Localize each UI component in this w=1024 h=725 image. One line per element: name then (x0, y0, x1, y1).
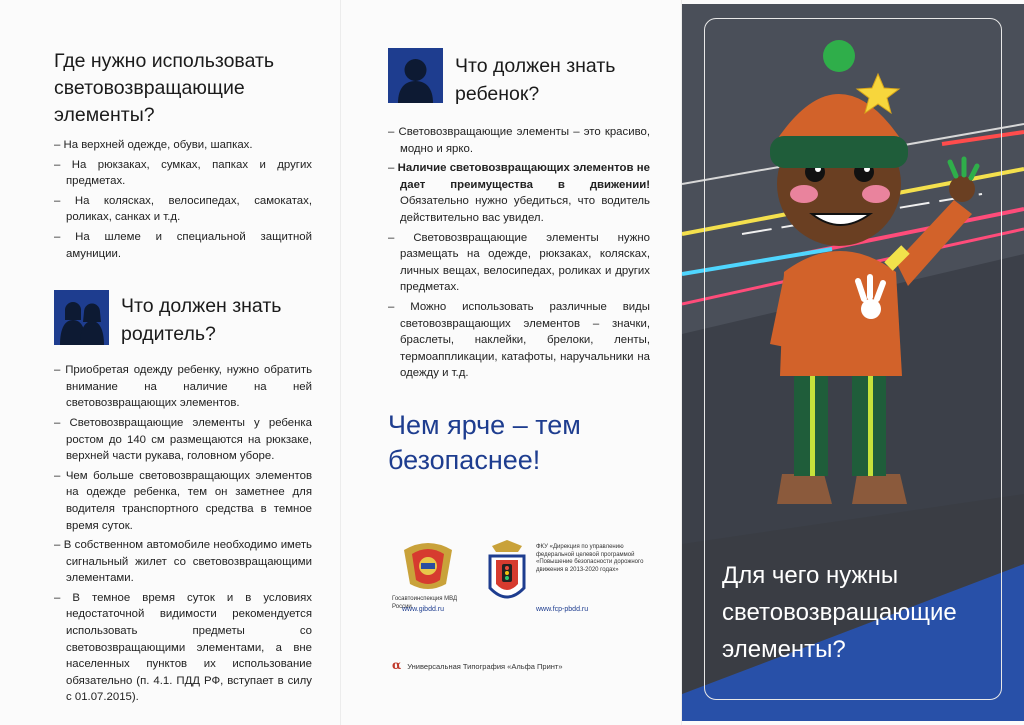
gibdd-caption: Госавтоинспекция МВД России (392, 596, 458, 610)
fcp-caption: ФКУ «Дирекция по управлению федеральной целевой программой «Повышение безопасности дорожного движения в 2013-2020 годах» (536, 544, 644, 573)
list-item: – Можно использовать различные виды световозвращающих элементов – значки, браслеты, наклейки, брелоки, ленты, термоаппликации, катафоты, наручальники на одежду и т.д. (388, 299, 650, 382)
cover-panel (682, 4, 1024, 721)
list-item: – На шлеме и специальной защитной амуниции. (54, 229, 312, 262)
list-item: – Световозвращающие элементы – это красиво, модно и ярко. (388, 124, 650, 157)
printer-name: Универсальная Типография «Альфа Принт» (407, 662, 563, 671)
parent-header (54, 290, 312, 348)
gibdd-link[interactable]: www.gibdd.ru (402, 606, 445, 613)
list-item (388, 160, 650, 226)
child-icon (388, 48, 443, 103)
child-header (388, 48, 650, 108)
parent-heading: Что должен знать родитель? (121, 295, 282, 346)
fcp-emblem-icon (484, 540, 530, 610)
parents-icon (54, 290, 109, 345)
warning-rest: Обязательно нужно убедиться, что водитель действительно вас увидел. (400, 195, 650, 224)
alpha-print-logo: α (392, 658, 402, 672)
list-item: – Световозвращающие элементы нужно размещать на одежде, рюкзаках, колясках, личных вещах, велосипедах, роликах и других предметах. (388, 230, 650, 296)
bold-warning: Наличие световозвращающих элементов не дает преимущества в движении! (397, 162, 651, 191)
parent-list (54, 362, 312, 706)
list-item: – На рюкзаках, сумках, папках и других предметах. (54, 157, 312, 190)
child-list (388, 124, 650, 382)
child-heading: Что должен знать ребенок? (455, 55, 616, 105)
logos-block (392, 540, 662, 620)
list-item: – Чем больше световозвращающих элементов на одежде ребенка, тем он заметнее для водителя транспортного средства в темное время суток. (54, 468, 312, 534)
list-item: – На колясках, велосипедах, самокатах, роликах, санках и т.д. (54, 193, 312, 226)
panel-left (0, 0, 340, 725)
printer-credit (392, 658, 563, 672)
list-item: – Приобретая одежду ребенку, нужно обратить внимание на наличие на ней световозвращающих элементов. (54, 362, 312, 412)
gibdd-emblem-icon (400, 540, 456, 594)
cover-title: Для чего нужны световозвращающие элементы? (722, 562, 957, 663)
list-item: – В темное время суток и в условиях недостаточной видимости рекомендуется использовать предметы со световозвращающими элементами, а вне населенных пунктов их использование обязательно (п. 4.1. ПДД РФ, вступает в силу с 01.07.2015). (54, 590, 312, 706)
list-item: – На верхней одежде, обуви, шапках. (54, 137, 312, 154)
where-heading: Где нужно использовать световозвращающие элементы? (54, 50, 275, 126)
list-item: – Световозвращающие элементы у ребенка ростом до 140 см размещаются на рюкзаке, верхней части рукава, головном уборе. (54, 415, 312, 465)
where-list (54, 137, 312, 262)
list-item: – В собственном автомобиле необходимо иметь сигнальный жилет со световозвращающими элементами. (54, 537, 312, 587)
slogan: Чем ярче – тем безопаснее! (388, 409, 581, 475)
fcp-link[interactable]: www.fcp-pbdd.ru (536, 606, 589, 613)
